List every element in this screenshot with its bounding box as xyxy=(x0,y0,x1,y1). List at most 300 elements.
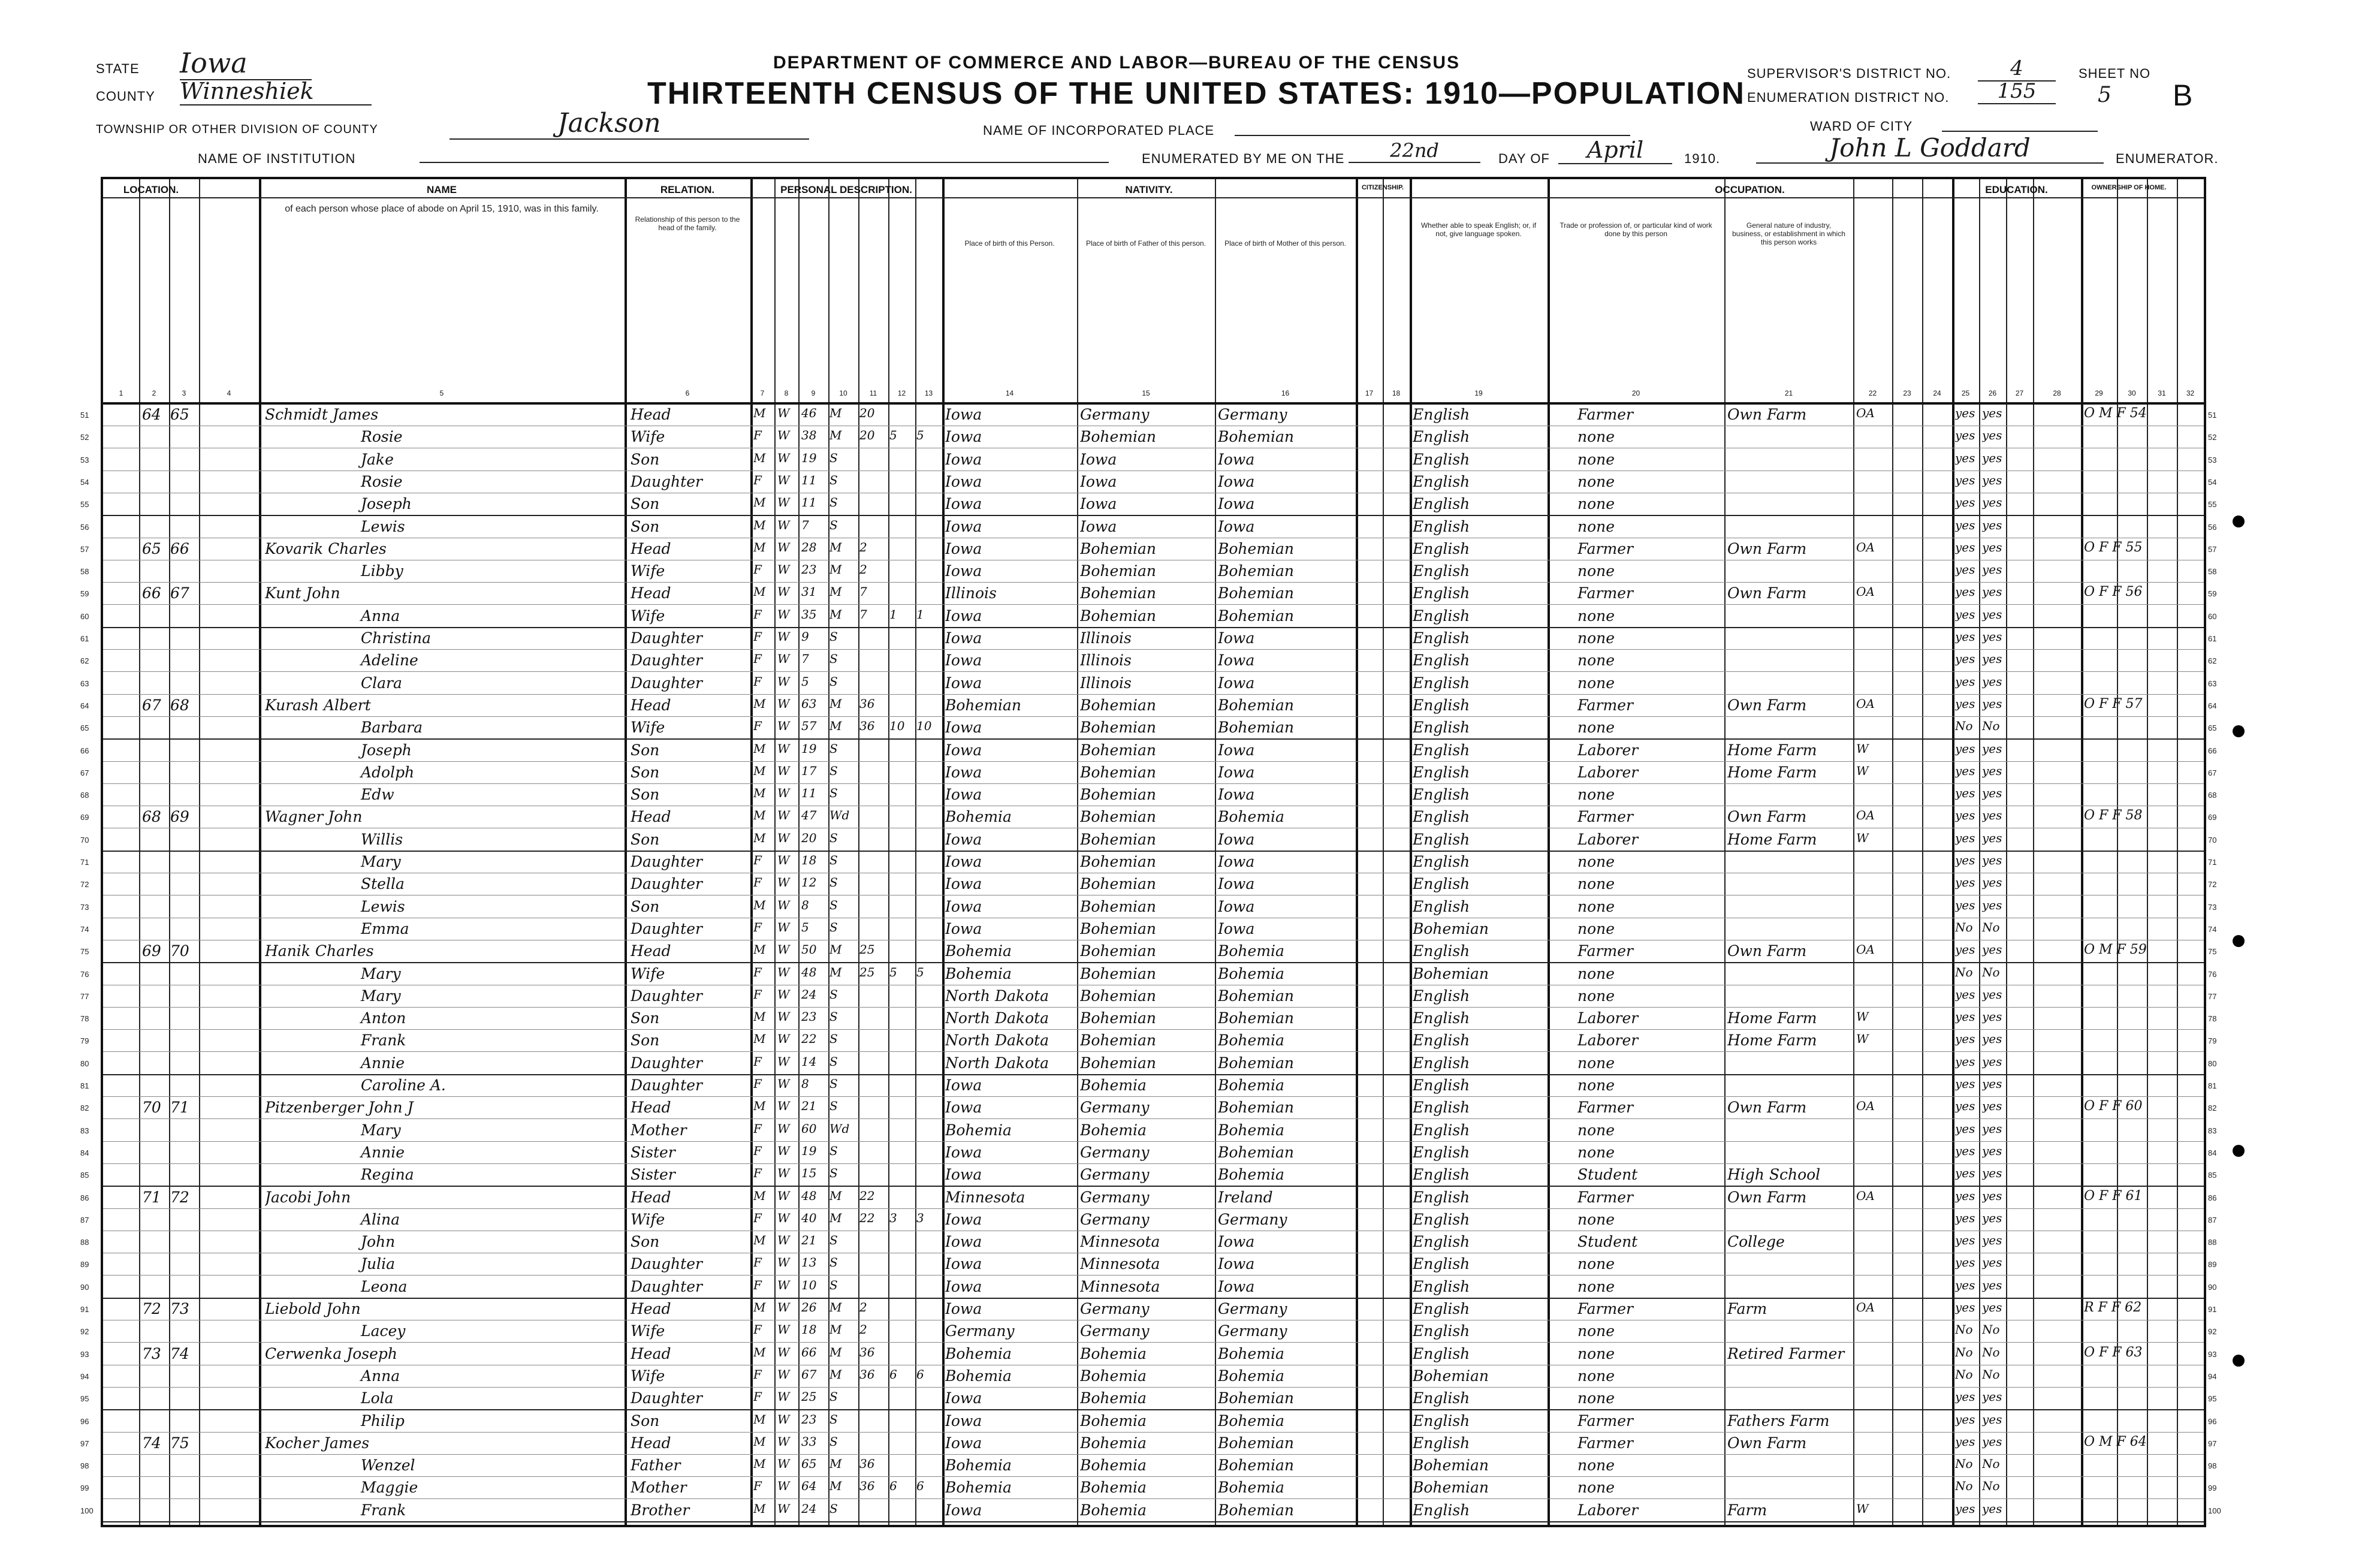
cell-birthplace-person: Iowa xyxy=(945,406,982,423)
cell-can-write: yes xyxy=(1982,607,2002,622)
cell-age: 23 xyxy=(801,1009,817,1024)
table-row xyxy=(80,919,2217,940)
cell-age: 48 xyxy=(801,964,817,979)
cell-can-write: No xyxy=(1982,1479,2000,1494)
cell-sex: M xyxy=(753,517,766,532)
line-number: 54 xyxy=(80,477,89,487)
line-number: 61 xyxy=(80,634,89,643)
table-row xyxy=(80,1232,2217,1253)
cell-can-write: yes xyxy=(1982,1077,2002,1091)
column-number: 1 xyxy=(119,389,123,397)
line-number: 83 xyxy=(80,1126,89,1135)
cell-marital-status: M xyxy=(829,584,842,599)
cell-birthplace-mother: Bohemian xyxy=(1218,1143,1295,1161)
cell-sex: F xyxy=(753,1143,762,1158)
cell-birthplace-person: Iowa xyxy=(945,539,982,557)
cell-industry: Farm xyxy=(1727,1501,1767,1519)
cell-trade: none xyxy=(1577,1143,1615,1161)
cell-relation: Daughter xyxy=(631,987,702,1005)
cell-years-married: 36 xyxy=(859,696,875,711)
cell-can-read: yes xyxy=(1955,1501,1975,1516)
cell-race: W xyxy=(777,674,790,689)
cell-trade: Farmer xyxy=(1577,942,1633,960)
cell-marital-status: S xyxy=(829,1434,838,1449)
cell-language: English xyxy=(1413,987,1470,1005)
cell-trade: none xyxy=(1577,964,1615,982)
cell-marital-status: S xyxy=(829,517,838,532)
cell-home-ownership: O F F 63 xyxy=(2084,1344,2143,1360)
colhead-birthplace-father: Place of birth of Father of this person. xyxy=(1085,239,1206,248)
cell-family-number: 68 xyxy=(170,696,189,714)
cell-birthplace-person: Iowa xyxy=(945,495,982,513)
cell-birthplace-person: Iowa xyxy=(945,517,982,535)
line-number: 78 xyxy=(80,1014,89,1024)
cell-birthplace-father: Minnesota xyxy=(1080,1277,1160,1295)
cell-race: W xyxy=(777,1054,790,1069)
cell-language: English xyxy=(1413,428,1470,446)
cell-age: 63 xyxy=(801,696,817,711)
cell-birthplace-mother: Bohemian xyxy=(1218,1501,1295,1519)
cell-birthplace-mother: Bohemian xyxy=(1218,539,1295,557)
cell-language: English xyxy=(1413,652,1470,670)
cell-person-name: Mary xyxy=(361,1121,401,1139)
line-number-right: 72 xyxy=(2208,880,2217,889)
cell-relation: Sister xyxy=(631,1143,675,1161)
cell-birthplace-mother: Iowa xyxy=(1218,450,1255,468)
cell-language: English xyxy=(1413,1188,1470,1206)
cell-birthplace-father: Bohemia xyxy=(1080,1121,1147,1139)
cell-employer-status: W xyxy=(1856,763,1869,778)
cell-family-number: 67 xyxy=(170,584,189,602)
cell-birthplace-person: Bohemia xyxy=(945,964,1012,982)
column-number: 10 xyxy=(839,389,847,397)
cell-birthplace-mother: Iowa xyxy=(1218,1277,1255,1295)
cell-age: 35 xyxy=(801,607,817,622)
column-number: 29 xyxy=(2095,389,2103,397)
cell-language: English xyxy=(1413,629,1470,647)
cell-birthplace-person: Iowa xyxy=(945,1501,982,1519)
cell-age: 13 xyxy=(801,1255,817,1270)
cell-race: W xyxy=(777,1389,790,1404)
supervisor-district-label: SUPERVISOR'S DISTRICT NO. xyxy=(1747,66,1951,81)
table-row xyxy=(80,986,2217,1008)
table-row xyxy=(80,874,2217,895)
cell-relation: Head xyxy=(631,1099,671,1117)
cell-race: W xyxy=(777,1032,790,1047)
cell-employer-status: OA xyxy=(1856,584,1875,599)
cell-race: W xyxy=(777,808,790,823)
cell-birthplace-father: Germany xyxy=(1080,1099,1150,1117)
cell-marital-status: S xyxy=(829,1255,838,1270)
line-number-right: 73 xyxy=(2208,902,2217,912)
cell-relation: Son xyxy=(631,897,660,915)
cell-employer-status: OA xyxy=(1856,808,1875,823)
cell-sex: M xyxy=(753,1009,766,1024)
cell-employer-status: W xyxy=(1856,830,1869,845)
cell-race: W xyxy=(777,607,790,622)
table-row xyxy=(80,964,2217,985)
line-number: 100 xyxy=(80,1506,93,1515)
cell-race: W xyxy=(777,875,790,890)
table-row xyxy=(80,1030,2217,1052)
cell-marital-status: S xyxy=(829,1277,838,1292)
line-number: 53 xyxy=(80,455,89,465)
cell-birthplace-mother: Bohemian xyxy=(1218,1099,1295,1117)
cell-relation: Head xyxy=(631,1434,671,1452)
cell-age: 33 xyxy=(801,1434,817,1449)
cell-race: W xyxy=(777,562,790,577)
cell-birthplace-mother: Bohemian xyxy=(1218,1434,1295,1452)
cell-birthplace-person: Iowa xyxy=(945,919,982,937)
cell-birthplace-mother: Iowa xyxy=(1218,629,1255,647)
cell-age: 12 xyxy=(801,875,817,890)
cell-birthplace-person: Iowa xyxy=(945,1077,982,1094)
cell-birthplace-person: Bohemia xyxy=(945,1479,1012,1497)
cell-employer-status: W xyxy=(1856,1032,1869,1047)
cell-race: W xyxy=(777,830,790,845)
cell-can-read: yes xyxy=(1955,607,1975,622)
cell-person-name: Alina xyxy=(361,1210,400,1228)
cell-can-read: yes xyxy=(1955,1077,1975,1091)
cell-home-ownership: O F F 61 xyxy=(2084,1188,2143,1204)
column-number: 19 xyxy=(1474,389,1483,397)
cell-can-write: yes xyxy=(1982,897,2002,912)
table-row xyxy=(80,830,2217,852)
table-row xyxy=(80,852,2217,873)
cell-marital-status: S xyxy=(829,1501,838,1516)
cell-age: 17 xyxy=(801,763,817,778)
cell-person-name: Wenzel xyxy=(361,1457,415,1474)
punch-hole xyxy=(2233,515,2245,527)
enumerator-label: ENUMERATOR. xyxy=(2116,151,2219,166)
line-number-right: 56 xyxy=(2208,522,2217,532)
cell-trade: none xyxy=(1577,450,1615,468)
cell-can-read: No xyxy=(1955,1367,1973,1382)
line-number-right: 96 xyxy=(2208,1416,2217,1426)
cell-birthplace-mother: Bohemian xyxy=(1218,607,1295,625)
line-number-right: 63 xyxy=(2208,679,2217,688)
cell-birthplace-person: Iowa xyxy=(945,853,982,870)
cell-can-write: yes xyxy=(1982,1300,2002,1314)
cell-person-name: Lewis xyxy=(361,517,405,535)
cell-language: English xyxy=(1413,1009,1470,1027)
cell-can-write: yes xyxy=(1982,629,2002,644)
line-number-right: 59 xyxy=(2208,589,2217,599)
cell-person-name: Stella xyxy=(361,875,405,893)
cell-home-ownership: R F F 62 xyxy=(2084,1300,2142,1315)
cell-can-write: yes xyxy=(1982,763,2002,778)
cell-can-read: No xyxy=(1955,719,1973,734)
cell-sex: M xyxy=(753,450,766,465)
line-number-right: 82 xyxy=(2208,1103,2217,1113)
cell-birthplace-father: Germany xyxy=(1080,1300,1150,1317)
cell-birthplace-mother: Iowa xyxy=(1218,897,1255,915)
cell-birthplace-person: Illinois xyxy=(945,584,997,602)
line-number: 77 xyxy=(80,991,89,1001)
cell-birthplace-mother: Iowa xyxy=(1218,1233,1255,1251)
cell-industry: Farm xyxy=(1727,1300,1767,1317)
cell-sex: M xyxy=(753,1300,766,1314)
cell-race: W xyxy=(777,1188,790,1203)
table-row xyxy=(80,1120,2217,1142)
cell-birthplace-mother: Iowa xyxy=(1218,741,1255,759)
table-row xyxy=(80,785,2217,806)
cell-birthplace-father: Illinois xyxy=(1080,629,1132,647)
cell-birthplace-father: Germany xyxy=(1080,1166,1150,1184)
cell-can-write: yes xyxy=(1982,1121,2002,1136)
cell-can-write: yes xyxy=(1982,1501,2002,1516)
cell-can-write: yes xyxy=(1982,808,2002,823)
cell-can-write: yes xyxy=(1982,1233,2002,1248)
cell-birthplace-mother: Bohemia xyxy=(1218,1166,1284,1184)
cell-race: W xyxy=(777,1009,790,1024)
cell-language: English xyxy=(1413,897,1470,915)
line-number: 82 xyxy=(80,1103,89,1113)
cell-years-married: 2 xyxy=(859,539,867,554)
cell-age: 15 xyxy=(801,1166,817,1181)
cell-birthplace-person: Iowa xyxy=(945,786,982,804)
cell-can-write: yes xyxy=(1982,942,2002,957)
cell-industry: Home Farm xyxy=(1727,830,1817,848)
line-number-right: 71 xyxy=(2208,858,2217,867)
cell-birthplace-father: Bohemian xyxy=(1080,719,1157,737)
cell-race: W xyxy=(777,1099,790,1114)
cell-can-write: yes xyxy=(1982,517,2002,532)
cell-relation: Daughter xyxy=(631,1277,702,1295)
line-number: 57 xyxy=(80,544,89,554)
cell-birthplace-mother: Germany xyxy=(1218,1300,1287,1317)
line-number: 99 xyxy=(80,1483,89,1493)
cell-can-read: yes xyxy=(1955,472,1975,487)
cell-home-ownership: O F F 60 xyxy=(2084,1099,2143,1114)
cell-race: W xyxy=(777,719,790,734)
group-relation: RELATION. xyxy=(660,184,715,195)
line-number: 68 xyxy=(80,791,89,800)
cell-sex: M xyxy=(753,1233,766,1248)
line-number-right: 67 xyxy=(2208,768,2217,777)
cell-race: W xyxy=(777,472,790,487)
cell-can-read: yes xyxy=(1955,517,1975,532)
cell-can-write: yes xyxy=(1982,406,2002,420)
cell-marital-status: M xyxy=(829,607,842,622)
cell-age: 20 xyxy=(801,830,817,845)
cell-language: English xyxy=(1413,450,1470,468)
cell-birthplace-mother: Iowa xyxy=(1218,1255,1255,1273)
cell-marital-status: Wd xyxy=(829,1121,850,1136)
line-number: 79 xyxy=(80,1036,89,1046)
cell-age: 21 xyxy=(801,1099,817,1114)
group-name: NAME xyxy=(426,184,457,195)
cell-birthplace-father: Iowa xyxy=(1080,450,1117,468)
cell-can-write: No xyxy=(1982,919,2000,934)
cell-can-write: yes xyxy=(1982,1054,2002,1069)
county-value: Winneshiek xyxy=(180,78,372,105)
cell-relation: Son xyxy=(631,495,660,513)
cell-age: 57 xyxy=(801,719,817,734)
cell-can-read: yes xyxy=(1955,1255,1975,1270)
cell-marital-status: S xyxy=(829,674,838,689)
column-number: 14 xyxy=(1005,389,1014,397)
line-number: 92 xyxy=(80,1327,89,1337)
cell-language: English xyxy=(1413,1434,1470,1452)
cell-years-married: 25 xyxy=(859,942,875,957)
column-number: 21 xyxy=(1784,389,1793,397)
cell-marital-status: M xyxy=(829,964,842,979)
cell-person-name: Edw xyxy=(361,786,394,804)
census-title: THIRTEENTH CENSUS OF THE UNITED STATES: 1910—POPULATION xyxy=(647,76,1745,111)
column-number: 28 xyxy=(2053,389,2061,397)
cell-family-number: 75 xyxy=(170,1434,189,1452)
cell-person-name: Emma xyxy=(361,919,409,937)
cell-years-married: 2 xyxy=(859,1322,867,1337)
cell-birthplace-mother: Bohemia xyxy=(1218,964,1284,982)
cell-trade: Student xyxy=(1577,1166,1638,1184)
table-row xyxy=(80,1142,2217,1164)
cell-relation: Daughter xyxy=(631,1054,702,1072)
cell-sex: F xyxy=(753,853,762,867)
cell-can-read: yes xyxy=(1955,987,1975,1002)
cell-years-married: 22 xyxy=(859,1188,875,1203)
line-number-right: 92 xyxy=(2208,1327,2217,1337)
line-number: 96 xyxy=(80,1416,89,1426)
cell-birthplace-father: Bohemian xyxy=(1080,428,1157,446)
cell-birthplace-person: Iowa xyxy=(945,763,982,781)
cell-home-ownership: O F F 56 xyxy=(2084,584,2143,600)
line-number: 93 xyxy=(80,1349,89,1359)
cell-can-read: yes xyxy=(1955,897,1975,912)
cell-dwelling-number: 73 xyxy=(142,1344,161,1362)
cell-can-read: No xyxy=(1955,964,1973,979)
cell-birthplace-father: Bohemian xyxy=(1080,987,1157,1005)
table-row xyxy=(80,405,2217,426)
cell-birthplace-person: Iowa xyxy=(945,1099,982,1117)
cell-can-write: yes xyxy=(1982,1032,2002,1047)
cell-marital-status: S xyxy=(829,495,838,510)
table-row xyxy=(80,941,2217,963)
cell-employer-status: W xyxy=(1856,741,1869,756)
cell-age: 14 xyxy=(801,1054,817,1069)
cell-can-read: yes xyxy=(1955,1009,1975,1024)
cell-home-ownership: O M F 54 xyxy=(2084,406,2147,421)
cell-person-name: Anton xyxy=(361,1009,406,1027)
column-number: 5 xyxy=(439,389,444,397)
cell-age: 7 xyxy=(801,517,809,532)
cell-birthplace-mother: Germany xyxy=(1218,1322,1287,1340)
line-number-right: 69 xyxy=(2208,813,2217,822)
cell-language: Bohemian xyxy=(1413,1457,1489,1474)
cell-language: English xyxy=(1413,763,1470,781)
cell-dwelling-number: 65 xyxy=(142,539,161,557)
cell-race: W xyxy=(777,1121,790,1136)
cell-relation: Son xyxy=(631,786,660,804)
cell-marital-status: S xyxy=(829,1233,838,1248)
cell-employer-status: OA xyxy=(1856,1188,1875,1203)
cell-can-read: yes xyxy=(1955,786,1975,801)
cell-age: 23 xyxy=(801,1412,817,1427)
incorporated-place-label: NAME OF INCORPORATED PLACE xyxy=(983,123,1215,138)
cell-birthplace-father: Bohemian xyxy=(1080,562,1157,580)
group-location: LOCATION. xyxy=(123,184,179,195)
cell-industry: Home Farm xyxy=(1727,741,1817,759)
line-number-right: 54 xyxy=(2208,477,2217,487)
table-row xyxy=(80,1366,2217,1388)
cell-birthplace-person: Iowa xyxy=(945,450,982,468)
cell-can-read: yes xyxy=(1955,450,1975,465)
cell-person-name: Rosie xyxy=(361,472,403,490)
cell-employer-status: OA xyxy=(1856,1300,1875,1314)
column-number: 3 xyxy=(182,389,186,397)
cell-can-read: yes xyxy=(1955,942,1975,957)
line-number-right: 64 xyxy=(2208,701,2217,710)
cell-relation: Son xyxy=(631,450,660,468)
line-number-right: 77 xyxy=(2208,991,2217,1001)
cell-birthplace-father: Iowa xyxy=(1080,495,1117,513)
sheet-label: SHEET NO xyxy=(2079,66,2151,81)
cell-birthplace-father: Minnesota xyxy=(1080,1255,1160,1273)
cell-person-name: Lacey xyxy=(361,1322,406,1340)
cell-birthplace-father: Minnesota xyxy=(1080,1233,1160,1251)
cell-birthplace-father: Bohemia xyxy=(1080,1479,1147,1497)
cell-birthplace-father: Bohemian xyxy=(1080,964,1157,982)
cell-person-name: Lola xyxy=(361,1389,394,1407)
cell-trade: Farmer xyxy=(1577,539,1633,557)
cell-trade: none xyxy=(1577,919,1615,937)
cell-relation: Son xyxy=(631,1009,660,1027)
cell-family-number: 70 xyxy=(170,942,189,960)
table-row xyxy=(80,717,2217,740)
cell-birthplace-father: Bohemian xyxy=(1080,741,1157,759)
cell-birthplace-mother: Iowa xyxy=(1218,763,1255,781)
cell-family-number: 69 xyxy=(170,808,189,826)
punch-hole xyxy=(2233,1355,2245,1367)
cell-sex: F xyxy=(753,1389,762,1404)
cell-can-write: yes xyxy=(1982,1143,2002,1158)
cell-birthplace-father: Bohemian xyxy=(1080,808,1157,826)
line-number: 72 xyxy=(80,880,89,889)
cell-birthplace-mother: Bohemia xyxy=(1218,1121,1284,1139)
ward-field xyxy=(1942,131,2098,132)
line-number-right: 80 xyxy=(2208,1059,2217,1068)
cell-marital-status: M xyxy=(829,539,842,554)
line-number-right: 84 xyxy=(2208,1148,2217,1157)
cell-home-ownership: O M F 64 xyxy=(2084,1434,2147,1449)
cell-birthplace-mother: Iowa xyxy=(1218,652,1255,670)
cell-trade: none xyxy=(1577,1054,1615,1072)
cell-can-write: yes xyxy=(1982,1412,2002,1427)
cell-can-read: yes xyxy=(1955,1210,1975,1225)
cell-race: W xyxy=(777,1233,790,1248)
cell-age: 47 xyxy=(801,808,817,823)
cell-can-write: yes xyxy=(1982,875,2002,890)
cell-person-name: Joseph xyxy=(361,741,412,759)
cell-trade: Laborer xyxy=(1577,741,1639,759)
cell-can-write: yes xyxy=(1982,1166,2002,1181)
cell-birthplace-person: Bohemia xyxy=(945,1121,1012,1139)
table-row xyxy=(80,1321,2217,1343)
cell-relation: Wife xyxy=(631,607,665,625)
cell-trade: none xyxy=(1577,1457,1615,1474)
line-number-right: 81 xyxy=(2208,1081,2217,1090)
colhead-relation: Relationship of this person to the head of the family. xyxy=(635,215,740,232)
table-row xyxy=(80,897,2217,918)
cell-relation: Daughter xyxy=(631,1255,702,1273)
cell-birthplace-person: Iowa xyxy=(945,741,982,759)
cell-birthplace-person: Iowa xyxy=(945,1143,982,1161)
cell-industry: Own Farm xyxy=(1727,808,1807,826)
cell-birthplace-mother: Bohemia xyxy=(1218,942,1284,960)
group-ownership: OWNERSHIP OF HOME. xyxy=(2091,184,2167,191)
table-row xyxy=(80,695,2217,717)
